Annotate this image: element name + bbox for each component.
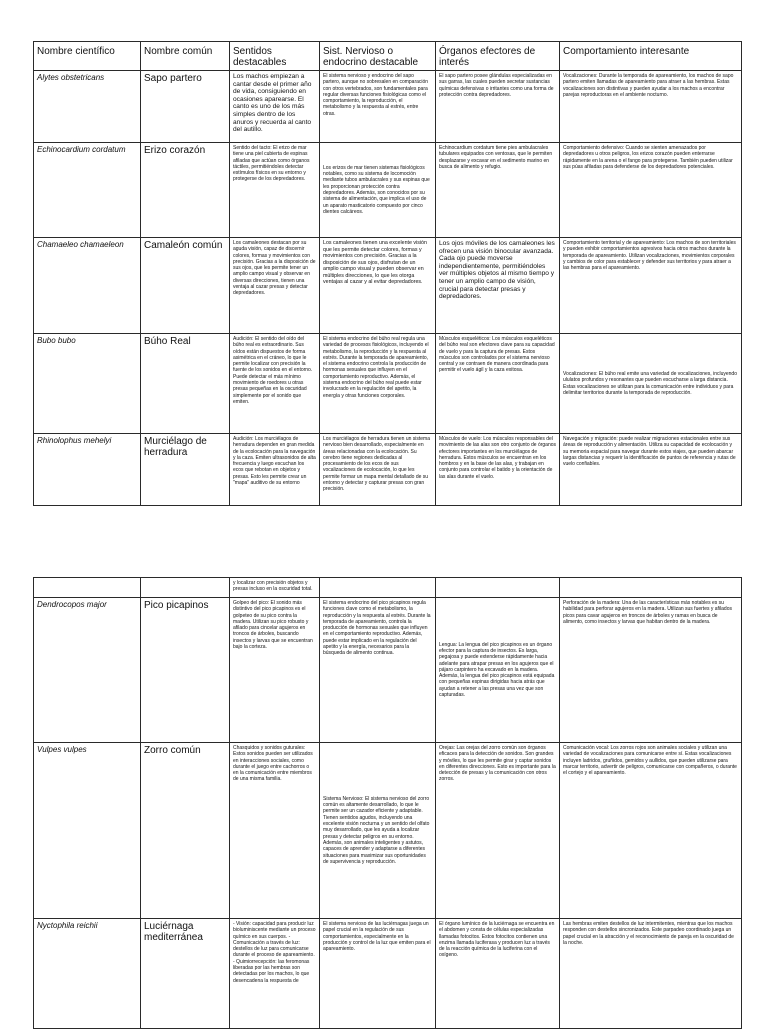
- table-row: [34, 334, 742, 434]
- common-name: Búho Real: [141, 334, 230, 434]
- behavior-cell: Las hembras emiten destellos de luz intermitentes, mientras que los machos responden con destellos sincronizados. Este parpadeo coordinado juega un papel crucial en la atracción y el reconocimiento de pareja en la oscuridad de la noche.: [560, 919, 742, 1029]
- behavior-cell: Comportamiento territorial y de apareamiento: Los machos de son territoriales y pueden exhibir comportamientos agresivos hacia otros machos durante la temporada de apareamiento. Utilizan vocalizaciones, movimientos corporales y cambios de color para establecer y defender sus territorios y para atraer a las hembras para el apareamiento.: [560, 238, 742, 334]
- table-row: [34, 578, 742, 598]
- species-table-page-2: [33, 577, 742, 1029]
- nervous-cell: Los murciélagos de herradura tienen un sistema nervioso bien desarrollado, especialmente en áreas relacionadas con la ecolocación. Su cerebro tiene regiones dedicadas al procesamiento de los ecos de sus vocalizaciones de ecolocación, lo que les permite formar un mapa mental detallado de su entorno y detectar y capturar presas con gran precisión.: [320, 434, 436, 506]
- nervous-cell: El sistema endocrino del pico picapinos regula funciones clave como el metabolismo, la reproducción y la respuesta al estrés. Durante la temporada de apareamiento, controla la producción de hormonas sexuales que influyen en el comportamiento reproductivo. Además, puede estar implicado en la regulación del apetito y la energía, necesarios para la búsqueda de alimento continua.: [320, 598, 436, 743]
- nervous-cell: [320, 578, 436, 598]
- effector-cell: Echinocardium cordatum tiene pies ambulacrales tubulares equipados con ventosas, que le permiten desplazarse y excavar en el sedimento marino en busca de alimento y refugio.: [436, 143, 560, 238]
- senses-cell: Los machos empiezan a cantar desde el primer año de vida, consiguiendo en ocasiones aparearse. El canto es uno de los más simples dentro de los anuros y recuerda al canto del autillo.: [230, 71, 320, 143]
- senses-cell: Sentido del tacto: El erizo de mar tiene una piel cubierta de espinas afiladas que actúan como órganos táctiles, permitiéndoles detectar estímulos físicos en su entorno y protegerse de los depredadores.: [230, 143, 320, 238]
- scientific-name: Chamaeleo chamaeleon: [34, 238, 141, 334]
- header-nervous-system: Sist. Nervioso o endocrino destacable: [320, 42, 436, 71]
- table-row: [34, 71, 742, 143]
- effector-cell: El sapo partero posee glándulas especializadas en sus garras, las cuales pueden secretar sustancias químicas defensivas o irritantes como una forma de protección contra depredadores.: [436, 71, 560, 143]
- common-name: Erizo corazón: [141, 143, 230, 238]
- table-row: [34, 238, 742, 334]
- nervous-cell: El sistema endocrino del búho real regula una variedad de procesos fisiológicos, incluyendo el metabolismo, la reproducción y la respuesta al estrés. Durante la temporada de apareamiento, el sistema endocrino controla la producción de hormonas sexuales que influyen en el comportamiento reproductivo. Además, el sistema endocrino del búho real puede estar involucrado en la regulación del apetito, la energía y otras funciones corporales.: [320, 334, 436, 434]
- effector-cell: El órgano lumínico de la luciérnaga se encuentra en el abdomen y consta de células especializadas llamadas fotocitos. Estos fotocitos contienen una enzima llamada luciferasa y producen luz a través de la reacción química de la luciferina con el oxígeno.: [436, 919, 560, 1029]
- behavior-cell: Vocalizaciones: El búho real emite una variedad de vocalizaciones, incluyendo ululatos profundos y resonantes que pueden escucharse a larga distancia. Estas vocalizaciones se utilizan para la comunicación entre individuos y para delimitar territorios durante la temporada de reproducción.: [560, 334, 742, 434]
- scientific-name: Nyctophila reichii: [34, 919, 141, 1029]
- scientific-name: [34, 578, 141, 598]
- nervous-cell: Los erizos de mar tienen sistemas fisiológicos notables, como su sistema de locomoción mediante tubos ambulacrales y sus espinas que les proporcionan protección contra depredadores. Además, son conocidos por su sistema de alimentación, que implica el uso de un aparato masticatorio compuesto por cinco dientes calcáreos.: [320, 143, 436, 238]
- scientific-name: Dendrocopos major: [34, 598, 141, 743]
- header-row: [34, 42, 742, 71]
- header-effector-organs: Órganos efectores de interés: [436, 42, 560, 71]
- behavior-cell: Vocalizaciones: Durante la temporada de apareamiento, los machos de sapo partero emiten llamadas de apareamiento para atraer a las hembras. Estas vocalizaciones son distintivas y pueden ayudar a los machos a encontrar parejas reproductoras en el ambiente nocturno.: [560, 71, 742, 143]
- table-row: [34, 919, 742, 1029]
- behavior-cell: Comportamiento defensivo: Cuando se sienten amenazados por depredadores u otros peligros, los erizos corazón pueden enterrarse rápidamente en la arena o el fango para protegerse. También pueden utilizar sus púas afiladas para defenderse de los depredadores potenciales.: [560, 143, 742, 238]
- species-table-page-1: [33, 41, 742, 506]
- behavior-cell: [560, 578, 742, 598]
- senses-cell: y localizar con precisión objetos y presas incluso en la oscuridad total.: [230, 578, 320, 598]
- senses-cell: Golpeo del pico: El sonido más distintivo del pico picapinos es el golpeteo de su pico contra la madera. Utilizan su pico robusto y afilado para cincelar agujeros en troncos de árboles, buscando insectos y larvas que se encuentran bajo la corteza.: [230, 598, 320, 743]
- common-name: Pico picapinos: [141, 598, 230, 743]
- senses-cell: Los camaleones destacan por su aguda visión, capaz de discernir colores, formas y movimientos con precisión. Gracias a la disposición de sus ojos, que les permite tener un amplio campo visual y observar en diversas direcciones, tienen una ventaja al cazar presas y detectar depredadores.: [230, 238, 320, 334]
- senses-cell: - Visión: capacidad para producir luz bioluminiscente mediante un proceso químico en sus cuerpos. - Comunicación a través de luz: destellos de luz para comunicarse durante el proceso de apareamiento. - Quimiorrecepción: las feromonas liberadas por las hembras son detectadas por los machos, lo que desencadena la respuesta de: [230, 919, 320, 1029]
- common-name: [141, 578, 230, 598]
- table-row: [34, 598, 742, 743]
- nervous-cell: Sistema Nervioso: El sistema nervioso del zorro común es altamente desarrollado, lo que le permite ser un cazador eficiente y adaptable. Tienen sentidos agudos, incluyendo una excelente visión nocturna y un sentido del olfato muy desarrollado, que les ayuda a localizar presas y detectar peligros en su entorno. Además, son animales inteligentes y astutos, capaces de aprender y adaptarse a diferentes situaciones para maximizar sus oportunidades de supervivencia y reproducción.: [320, 743, 436, 919]
- effector-cell: Músculos de vuelo: Los músculos responsables del movimiento de las alas son otro conjunto de órganos efectores importantes en los murciélagos de herradura. Estos músculos se encuentran en los hombros y en la base de las alas, y trabajan en conjunto para controlar el batido y la orientación de las alas durante el vuelo.: [436, 434, 560, 506]
- common-name: Luciérnaga mediterránea: [141, 919, 230, 1029]
- senses-cell: Audición: El sentido del oído del búho real es extraordinario. Sus oídos están dispuestos de forma asimétrica en el cráneo, lo que le permite localizar con precisión la fuente de los sonidos en el entorno. Puede detectar el más mínimo movimiento de roedores u otras presas pequeñas en la oscuridad simplemente por el sonido que emiten.: [230, 334, 320, 434]
- common-name: Murciélago de herradura: [141, 434, 230, 506]
- nervous-cell: El sistema nervioso y endocrino del sapo partero, aunque no sobresalen en comparación con otros vertebrados, son fundamentales para regular diversas funciones fisiológicas como el comportamiento, la reproducción, el metabolismo y la respuesta al estrés, entre otras.: [320, 71, 436, 143]
- common-name: Camaleón común: [141, 238, 230, 334]
- effector-cell: Los ojos móviles de los camaleones les ofrecen una visión binocular avanzada. Cada ojo puede moverse independientemente, permitiéndoles ver múltiples objetos al mismo tiempo y tener un amplio campo de visión, crucial para detectar presas y depredadores.: [436, 238, 560, 334]
- scientific-name: Echinocardium cordatum: [34, 143, 141, 238]
- nervous-cell: Los camaleones tienen una excelente visión que les permite detectar colores, formas y movimientos con precisión. Gracias a la disposición de sus ojos, disfrutan de un amplio campo visual y pueden observar en múltiples direcciones, lo que les otorga ventajas al cazar y al evitar depredadores.: [320, 238, 436, 334]
- effector-cell: Músculos esqueléticos: Los músculos esqueléticos del búho real son efectores clave para su capacidad de vuelo y para la captura de presas. Estos músculos son controlados por el sistema nervioso central y se contraen de manera coordinada para permitir el vuelo ágil y la caza exitosa.: [436, 334, 560, 434]
- header-scientific-name: Nombre científico: [34, 42, 141, 71]
- header-behavior: Comportamiento interesante: [560, 42, 742, 71]
- senses-cell: Audición: Los murciélagos de herradura dependen en gran medida de la ecolocación para la navegación y la caza. Emiten ultrasonidos de alta frecuencia y luego escuchan los ecos que rebotan en objetos y presas. Esto les permite crear un "mapa" auditivo de su entorno: [230, 434, 320, 506]
- behavior-cell: Navegación y migración: puede realizar migraciones estacionales entre sus áreas de reproducción y alimentación. Utiliza su capacidad de ecolocación y su memoria espacial para navegar durante estos viajes, que pueden abarcar largas distancias y requerir la identificación de puntos de referencia y rutas de vuelo confiables.: [560, 434, 742, 506]
- scientific-name: Bubo bubo: [34, 334, 141, 434]
- behavior-cell: Perforación de la madera: Una de las características más notables es su habilidad para perforar agujeros en la madera. Utilizan sus fuertes y afilados picos para cavar agujeros en troncos de árboles y ramas en busca de alimento, como insectos y larvas que habitan dentro de la madera.: [560, 598, 742, 743]
- common-name: Zorro común: [141, 743, 230, 919]
- scientific-name: Vulpes vulpes: [34, 743, 141, 919]
- effector-cell: Orejas: Las orejas del zorro común son órganos eficaces para la detección de sonidos. Son grandes y móviles, lo que les permite girar y captar sonidos en diferentes direcciones. Esto es importante para la detección de presas y la comunicación con otros zorros.: [436, 743, 560, 919]
- common-name: Sapo partero: [141, 71, 230, 143]
- nervous-cell: El sistema nervioso de las luciérnagas juega un papel crucial en la regulación de sus comportamientos, especialmente en la producción y control de la luz que emiten para el apareamiento.: [320, 919, 436, 1029]
- behavior-cell: Comunicación vocal: Los zorros rojos son animales sociales y utilizan una variedad de vocalizaciones para comunicarse entre sí. Estas vocalizaciones incluyen ladridos, gruñidos, gemidos y aullidos, que pueden utilizarse para marcar territorio, advertir de peligros, comunicarse con compañeros, o durante el cortejo y el apareamiento.: [560, 743, 742, 919]
- effector-cell: Lengua: La lengua del pico picapinos es un órgano efector para la captura de insectos. Es larga, pegajosa y puede extenderse rápidamente hacia adelante para atrapar presas en los agujeros que el pájaro carpintero ha excavado en la madera. Además, la lengua del pico picapinos está equipada con pequeñas espinas dirigidas hacia atrás que ayudan a retener a las presas una vez que son capturadas.: [436, 598, 560, 743]
- header-senses: Sentidos destacables: [230, 42, 320, 71]
- table-row: [34, 143, 742, 238]
- table-row: [34, 743, 742, 919]
- senses-cell: Chasquidos y sonidos guturales: Estos sonidos pueden ser utilizados en interacciones sociales, como durante el juego entre cachorros o en la comunicación entre miembros de una misma familia.: [230, 743, 320, 919]
- effector-cell: [436, 578, 560, 598]
- table-row: [34, 434, 742, 506]
- scientific-name: Alytes obstetricans: [34, 71, 141, 143]
- header-common-name: Nombre común: [141, 42, 230, 71]
- scientific-name: Rhinolophus mehelyi: [34, 434, 141, 506]
